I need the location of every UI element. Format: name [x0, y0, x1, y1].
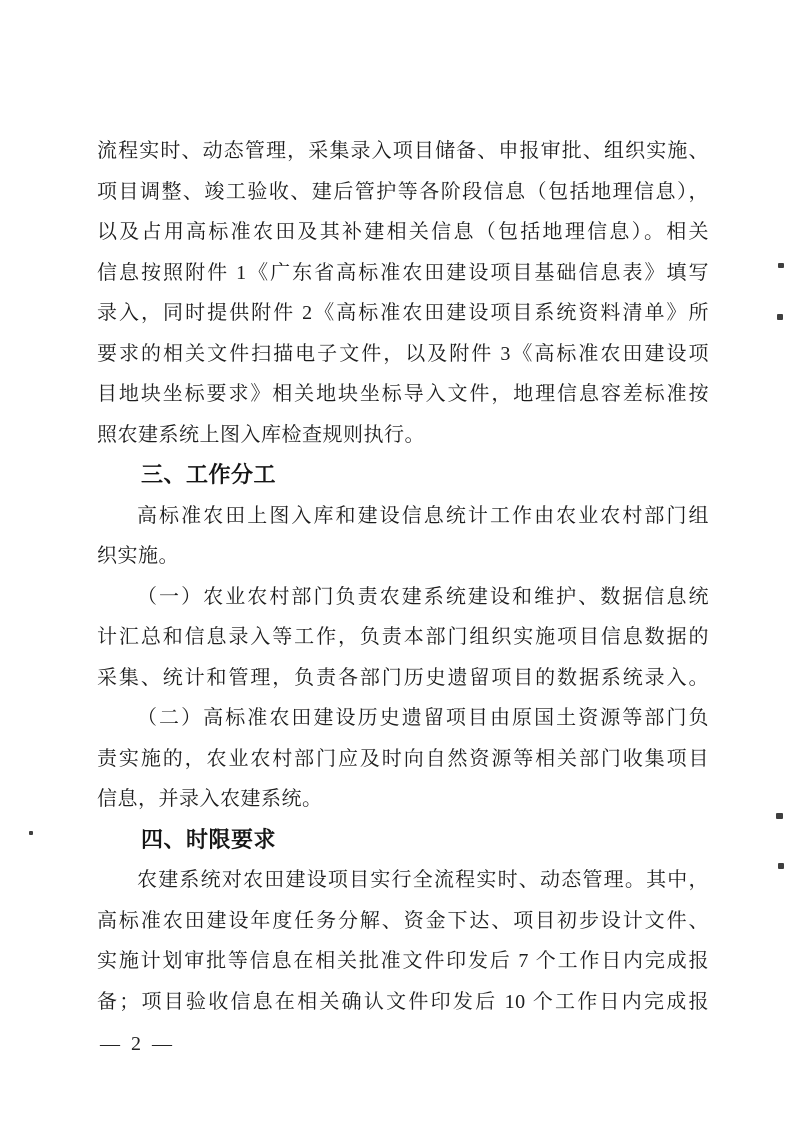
body-line-15: （二）高标准农田建设历史遗留项目由原国土资源等部门负: [137, 707, 709, 729]
body-line-6: 要求的相关文件扫描电子文件，以及附件 3《高标准农田建设项: [97, 342, 709, 365]
body-line-16: 责实施的，农业农村部门应及时向自然资源等相关部门收集项目: [97, 747, 709, 770]
page-number: — 2 —: [100, 1033, 175, 1055]
body-line-19: 农建系统对农田建设项目实行全流程实时、动态管理。其中，: [137, 869, 709, 891]
body-line-5: 录入，同时提供附件 2《高标准农田建设项目系统资料清单》所: [97, 302, 709, 324]
scan-speck-left-1: [29, 831, 33, 835]
body-line-3: 以及占用高标准农田及其补建相关信息（包括地理信息）。相关: [97, 221, 709, 243]
body-line-21: 实施计划审批等信息在相关批准文件印发后 7 个工作日内完成报: [97, 950, 709, 972]
body-line-7: 目地块坐标要求》相关地块坐标导入文件，地理信息容差标准按: [97, 383, 709, 405]
scan-speck-right-2: [777, 314, 783, 320]
body-line-4: 信息按照附件 1《广东省高标准农田建设项目基础信息表》填写: [97, 261, 709, 284]
heading-section-4: 四、时限要求: [141, 826, 277, 852]
body-line-17: 信息，并录入农建系统。: [97, 788, 323, 810]
body-line-14: 采集、统计和管理，负责各部门历史遗留项目的数据系统录入。: [97, 666, 709, 689]
body-line-1: 流程实时、动态管理，采集录入项目储备、申报审批、组织实施、: [97, 140, 709, 162]
body-line-11: 织实施。: [97, 545, 179, 567]
body-line-2: 项目调整、竣工验收、建后管护等各阶段信息（包括地理信息），: [97, 180, 709, 203]
body-line-13: 计汇总和信息录入等工作，负责本部门组织实施项目信息数据的: [97, 626, 709, 648]
document-body: [97, 131, 709, 1022]
body-line-12: （一）农业农村部门负责农建系统建设和维护、数据信息统: [137, 585, 709, 608]
body-line-10: 高标准农田上图入库和建设信息统计工作由农业农村部门组: [137, 504, 709, 527]
body-line-8: 照农建系统上图入库检查规则执行。: [97, 423, 425, 446]
scan-speck-right-4: [778, 863, 784, 869]
body-line-20: 高标准农田建设年度任务分解、资金下达、项目初步设计文件、: [97, 909, 709, 932]
scan-speck-right-3: [776, 813, 783, 819]
heading-section-3: 三、工作分工: [141, 462, 277, 487]
body-line-22: 备；项目验收信息在相关确认文件印发后 10 个工作日内完成报: [97, 990, 709, 1013]
scan-speck-right-1: [778, 263, 784, 268]
